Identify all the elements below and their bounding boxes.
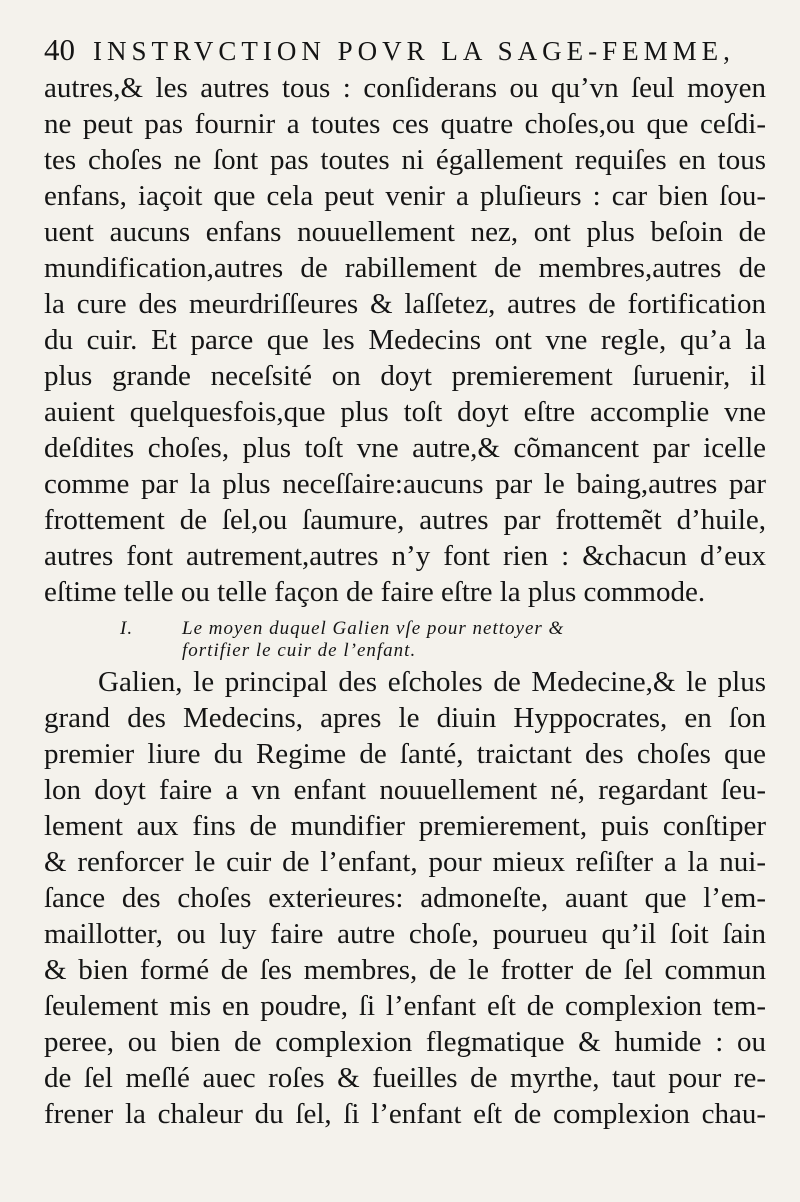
page-header — [44, 30, 766, 70]
running-head: INSTRVCTION POVR LA SAGE-FEMME, — [93, 36, 735, 66]
text-line: autres,& les autres tous : conſiderans ou qu’vn ſeul moyen — [44, 72, 766, 104]
section-title-text: Le moyen duquel Galien vſe pour nettoyer & — [182, 618, 565, 639]
text-line: eſtime telle ou telle façon de faire eſtre la plus commode. — [44, 576, 706, 608]
section-title-line: fortifier le cuir de l’enfant. — [182, 640, 417, 661]
text-line: & renforcer le cuir de l’enfant, pour mieux reſiſter a la nui- — [44, 846, 766, 878]
text-line: la cure des meurdriſſeures & laſſetez, autres de fortification — [44, 288, 766, 320]
text-line: Galien, le principal des eſcholes de Medecine,& le plus — [98, 666, 766, 698]
text-line: ſance des choſes exterieures: admoneſte, auant que l’em- — [44, 882, 766, 914]
text-line: ſeulement mis en poudre, ſi l’enfant eſt de complexion tem- — [44, 990, 766, 1022]
section-title-line — [44, 618, 766, 640]
text-line: premier liure du Regime de ſanté, traictant des choſes que — [44, 738, 766, 770]
paragraph-1 — [44, 70, 766, 610]
text-line: tes choſes ne ſont pas toutes ni égallement requiſes en tous — [44, 144, 766, 176]
text-line: lon doyt faire a vn enfant nouuellement né, regardant ſeu- — [44, 774, 766, 806]
text-line: de ſel meſlé auec roſes & fueilles de myrthe, taut pour re- — [44, 1062, 766, 1094]
text-line: maillotter, ou luy faire autre choſe, pourueu qu’il ſoit ſain — [44, 918, 766, 950]
text-line: ne peut pas fournir a toutes ces quatre choſes,ou que ceſdi- — [44, 108, 766, 140]
text-line: & bien formé de ſes membres, de le frotter de ſel commun — [44, 954, 766, 986]
text-line: grand des Medecins, apres le diuin Hyppocrates, en ſon — [44, 702, 766, 734]
text-line: lement aux fins de mundifier premierement, puis conſtiper — [44, 810, 766, 842]
paragraph-2 — [44, 664, 766, 1132]
text-line: du cuir. Et parce que les Medecins ont vne regle, qu’a la — [44, 324, 766, 356]
text-line: deſdites choſes, plus toſt vne autre,& cõmancent par icelle — [44, 432, 766, 464]
section-heading — [44, 618, 766, 662]
text-line: frener la chaleur du ſel, ſi l’enfant eſt de complexion chau- — [44, 1098, 766, 1130]
text-line: auient quelquesfois,que plus toſt doyt eſtre accomplie vne — [44, 396, 766, 428]
text-line: enfans, iaçoit que cela peut venir a pluſieurs : car bien ſou- — [44, 180, 766, 212]
text-line: mundification,autres de rabillement de membres,autres de — [44, 252, 766, 284]
text-line: frottement de ſel,ou ſaumure, autres par frottemẽt d’huile, — [44, 504, 766, 536]
section-number: I. — [120, 618, 134, 639]
text-line: comme par la plus neceſſaire:aucuns par le baing,autres par — [44, 468, 766, 500]
text-line: uent aucuns enfans nouuellement nez, ont plus beſoin de — [44, 216, 766, 248]
text-line: autres font autrement,autres n’y font rien : &chacun d’eux — [44, 540, 766, 572]
text-line: peree, ou bien de complexion flegmatique & humide : ou — [44, 1026, 766, 1058]
text-line: plus grande neceſsité on doyt premierement ſuruenir, il — [44, 360, 766, 392]
page-number: 40 — [44, 32, 75, 67]
